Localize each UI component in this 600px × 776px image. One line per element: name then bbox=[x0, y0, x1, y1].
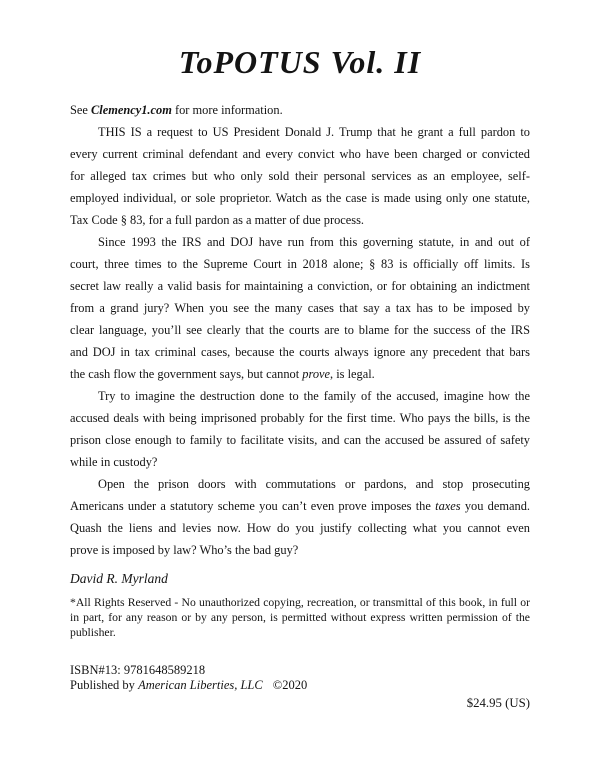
text-line: for alleged tax crimes but who only sold their personal services as an employee, self- bbox=[70, 169, 530, 183]
body-paragraph-4 bbox=[70, 473, 530, 561]
text-line: Try to imagine the destruction done to the family of the accused, imagine how the bbox=[98, 389, 530, 403]
rights-line: publisher. bbox=[70, 626, 116, 640]
body-text bbox=[70, 99, 530, 561]
isbn-line: ISBN#13: 9781648589218 bbox=[70, 663, 206, 677]
text-segment: , is legal. bbox=[330, 367, 375, 381]
website-note-suffix: for more information. bbox=[171, 103, 283, 117]
text-line: court, three times to the Supreme Court in 2018 alone; § 83 is officially off limits. Is bbox=[70, 257, 530, 271]
text-line: Since 1993 the IRS and DOJ have run from this governing statute, in and out of bbox=[98, 235, 530, 249]
text-line: employed individual, or sole proprietor. Watch as the case is made using only one statute, bbox=[70, 191, 530, 205]
text-line: secret law really a valid basis for maintaining a conviction, or for obtaining an indictment bbox=[70, 279, 530, 293]
text-segment: Americans under a statutory scheme you can’t even prove imposes the bbox=[70, 499, 436, 513]
publisher-name: American Liberties, LLC bbox=[138, 678, 263, 692]
text-line: while in custody? bbox=[70, 455, 158, 469]
text-line: clear language, you’ll see clearly that the courts are to blame for the success of the IRS bbox=[70, 323, 530, 337]
copyright-text: ©2020 bbox=[272, 678, 308, 692]
text-line: accused deals with being imprisoned probably for the first time. Who pays the bills, is the bbox=[70, 411, 530, 425]
text-line bbox=[70, 363, 530, 385]
publisher-line bbox=[70, 678, 530, 693]
text-line: from a grand jury? When you see the many cases that say a tax has to be imposed by bbox=[70, 301, 530, 315]
rights-line: in part, for any reason or by any person, is permitted without express written permission of the bbox=[70, 611, 530, 625]
body-paragraph-1 bbox=[70, 121, 530, 231]
book-title: ToPOTUS Vol. II bbox=[178, 44, 422, 80]
text-line: Open the prison doors with commutations or pardons, and stop prosecuting bbox=[98, 477, 530, 491]
text-line: Tax Code § 83, for a full pardon as a matter of due process. bbox=[70, 213, 365, 227]
price-label: $24.95 (US) bbox=[466, 696, 530, 710]
clemency-website-text: Clemency1.com bbox=[91, 103, 172, 117]
text-line: every current criminal defendant and every convict who have been charged or convicted bbox=[70, 147, 530, 161]
rights-notice bbox=[70, 595, 530, 641]
text-segment: the cash flow the government says, but cannot bbox=[70, 367, 303, 381]
body-paragraph-2 bbox=[70, 231, 530, 385]
text-line: prove is imposed by law? Who’s the bad guy? bbox=[70, 543, 299, 557]
rights-line: *All Rights Reserved - No unauthorized copying, recreation, or transmittal of this book, in full or bbox=[70, 596, 530, 609]
text-line: prison close enough to family to facilitate visits, and can the accused be assured of safety bbox=[70, 433, 530, 447]
website-note bbox=[70, 99, 530, 121]
text-line: and DOJ in tax criminal cases, because the courts always ignore any precedent that bars bbox=[70, 345, 530, 359]
website-note-prefix: See bbox=[70, 103, 91, 117]
body-paragraph-3 bbox=[70, 385, 530, 473]
text-segment: you demand. bbox=[460, 499, 530, 513]
emphasized-word: taxes bbox=[435, 499, 461, 513]
publisher-prefix: Published by bbox=[70, 678, 139, 692]
author-signature: David R. Myrland bbox=[70, 571, 168, 586]
text-line: Quash the liens and levies now. How do you justify collecting what you cannot even bbox=[70, 521, 530, 535]
emphasized-word: prove bbox=[302, 367, 331, 381]
publication-info bbox=[70, 663, 530, 693]
text-line bbox=[70, 495, 530, 517]
text-line: THIS IS a request to US President Donald J. Trump that he grant a full pardon to bbox=[98, 125, 530, 139]
